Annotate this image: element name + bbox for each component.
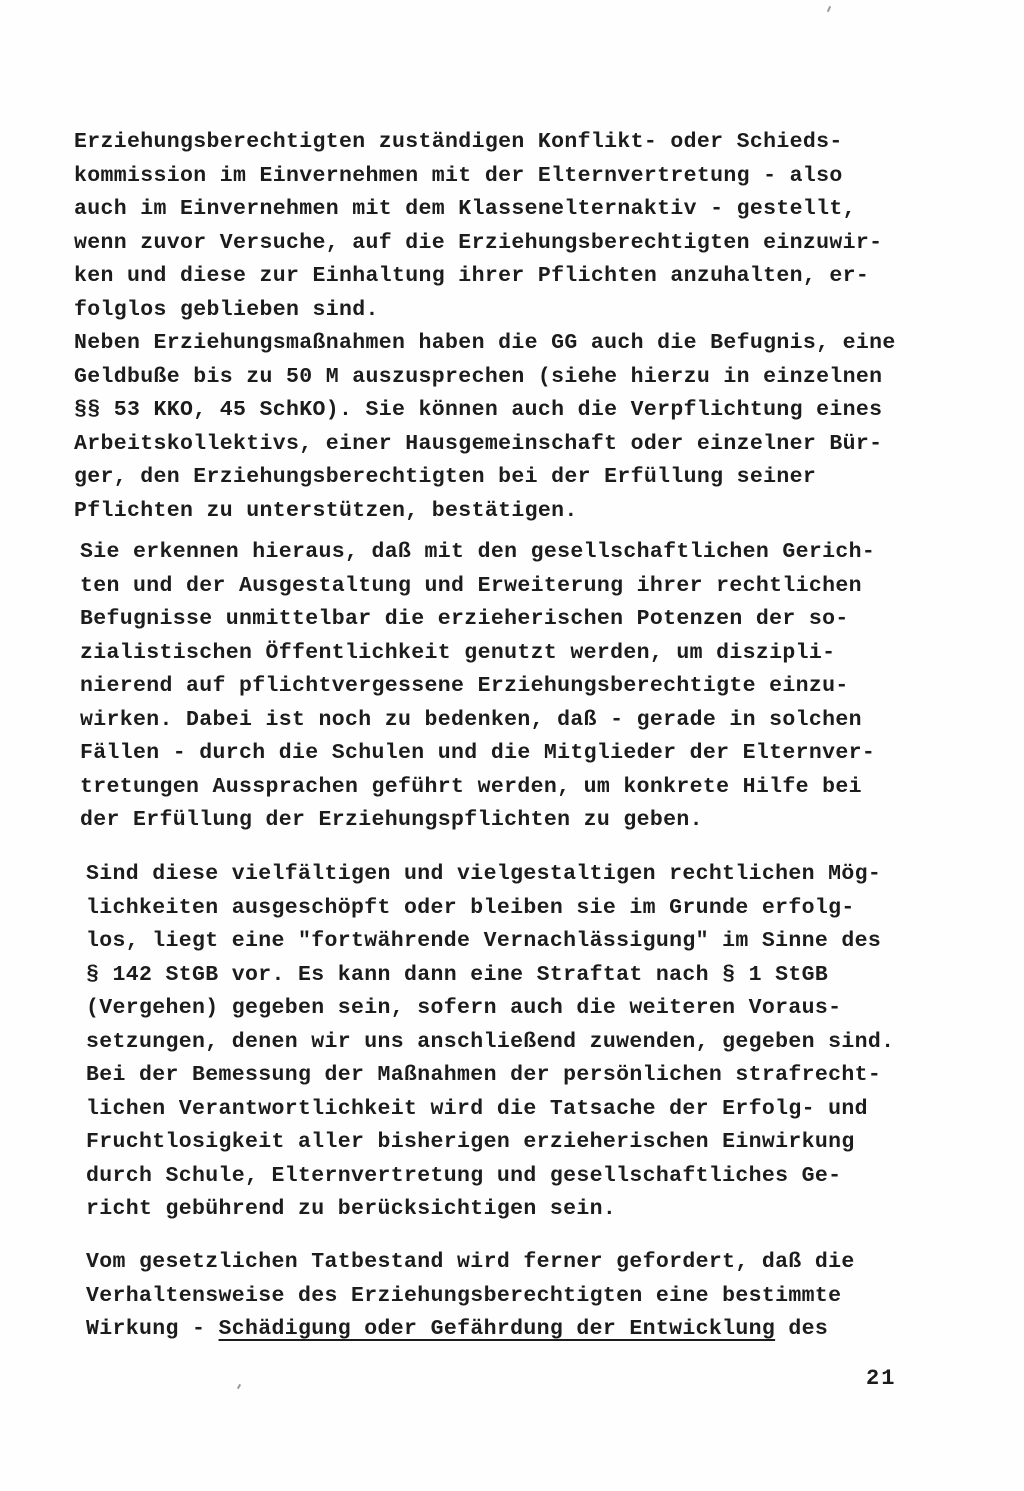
text-line: (Vergehen) gegeben sein, sofern auch die weiteren Voraus- — [86, 996, 842, 1020]
text-line: Fällen - durch die Schulen und die Mitglieder der Elternver- — [80, 741, 876, 765]
text-line: los, liegt eine "fortwährende Vernachlässigung" im Sinne des — [86, 929, 882, 953]
text-line: Sie erkennen hieraus, daß mit den gesellschaftlichen Gerich- — [80, 540, 876, 564]
text-line: lichen Verantwortlichkeit wird die Tatsache der Erfolg- und — [86, 1096, 868, 1121]
text-line: richt gebührend zu berücksichtigen sein. — [86, 1197, 617, 1221]
text-fragment: Wirkung - — [86, 1317, 219, 1341]
text-fragment: des — [775, 1317, 829, 1341]
text-line: Vom gesetzlichen Tatbestand wird ferner gefordert, daß die — [86, 1250, 855, 1274]
paragraph-1 — [74, 126, 954, 528]
text-line: Bei der Bemessung der Maßnahmen der persönlichen strafrecht- — [86, 1063, 882, 1087]
paragraph-4 — [86, 1246, 966, 1347]
text-line-with-emphasis — [86, 1313, 966, 1347]
text-line: zialistischen Öffentlichkeit genutzt werden, um diszipli- — [80, 640, 836, 665]
text-line: Neben Erziehungsmaßnahmen haben die GG auch die Befugnis, eine — [74, 331, 896, 355]
paragraph-2 — [80, 536, 960, 838]
text-line: auch im Einvernehmen mit dem Klassenelternaktiv - gestellt, — [74, 197, 856, 221]
text-line: durch Schule, Elternvertretung und gesellschaftliches Ge- — [86, 1163, 842, 1188]
text-line: nierend auf pflichtvergessene Erziehungsberechtigte einzu- — [80, 674, 849, 698]
text-line: kommission im Einvernehmen mit der Elternvertretung - also — [74, 163, 843, 188]
text-line: ken und diese zur Einhaltung ihrer Pflichten anzuhalten, er- — [74, 264, 870, 288]
text-line: der Erfüllung der Erziehungspflichten zu geben. — [80, 808, 703, 832]
scan-speck — [237, 1384, 241, 1389]
text-line: tretungen Aussprachen geführt werden, um konkrete Hilfe bei — [80, 774, 862, 799]
text-line: Sind diese vielfältigen und vielgestaltigen rechtlichen Mög- — [86, 862, 882, 886]
text-line: ten und der Ausgestaltung und Erweiterung ihrer rechtlichen — [80, 573, 862, 598]
page-number: 21 — [866, 1366, 897, 1391]
text-line: setzungen, denen wir uns anschließend zuwenden, gegeben sind. — [86, 1029, 895, 1054]
text-line: lichkeiten ausgeschöpft oder bleiben sie im Grunde erfolg- — [86, 895, 855, 920]
text-line: § 142 StGB vor. Es kann dann eine Straftat nach § 1 StGB — [86, 962, 829, 987]
paragraph-3 — [86, 858, 966, 1227]
text-line: Arbeitskollektivs, einer Hausgemeinschaft oder einzelner Bür- — [74, 431, 883, 456]
text-line: Verhaltensweise des Erziehungsberechtigten eine bestimmte — [86, 1283, 842, 1308]
text-line: folglos geblieben sind. — [74, 297, 379, 322]
text-line: ger, den Erziehungsberechtigten bei der Erfüllung seiner — [74, 465, 817, 489]
scan-speck — [827, 6, 831, 12]
text-line: wirken. Dabei ist noch zu bedenken, daß - gerade in solchen — [80, 707, 862, 732]
text-line: wenn zuvor Versuche, auf die Erziehungsberechtigten einzuwir- — [74, 230, 883, 255]
text-line: Pflichten zu unterstützen, bestätigen. — [74, 498, 578, 523]
text-line: Geldbuße bis zu 50 M auszusprechen (siehe hierzu in einzelnen — [74, 364, 883, 389]
text-line: §§ 53 KKO, 45 SchKO). Sie können auch die Verpflichtung eines — [74, 398, 883, 422]
text-line: Erziehungsberechtigten zuständigen Konflikt- oder Schieds- — [74, 130, 843, 154]
text-line: Befugnisse unmittelbar die erzieherischen Potenzen der so- — [80, 607, 849, 631]
underlined-phrase: Schädigung oder Gefährdung der Entwicklung — [218, 1317, 776, 1341]
text-line: Fruchtlosigkeit aller bisherigen erzieherischen Einwirkung — [86, 1130, 855, 1154]
